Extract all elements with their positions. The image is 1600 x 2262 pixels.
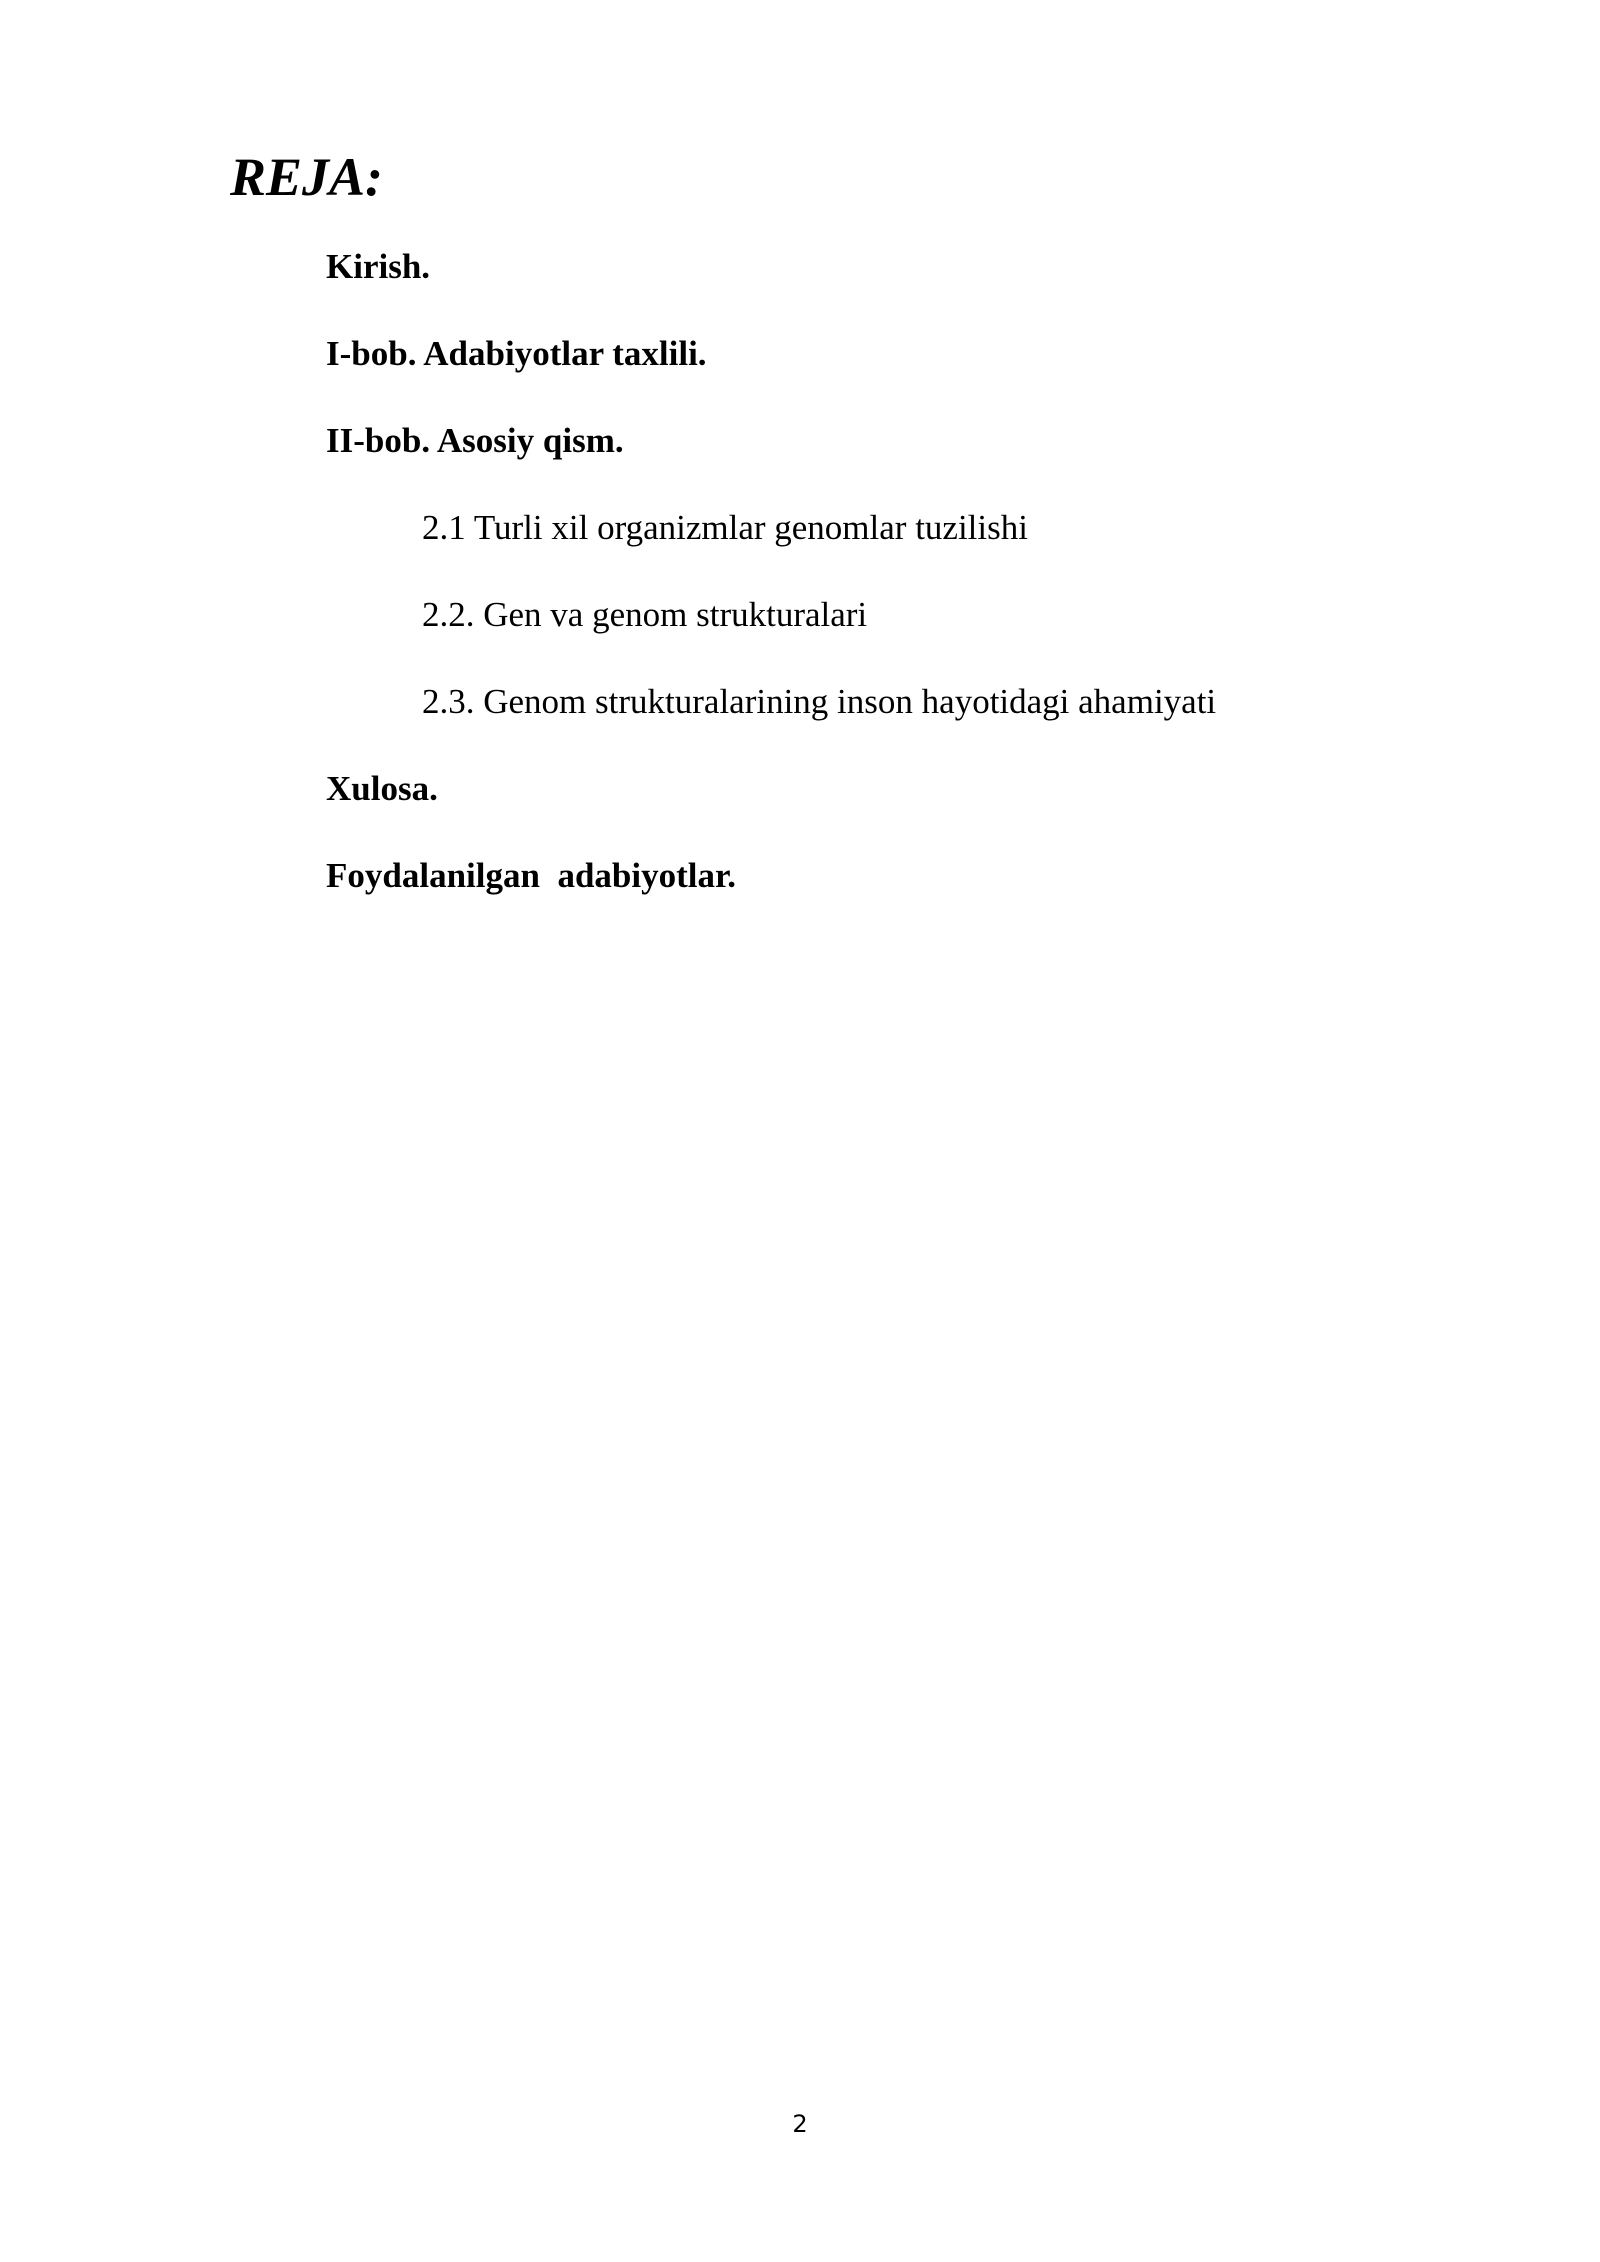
toc-item-section-2-1: 2.1 Turli xil organizmlar genomlar tuzilishi <box>422 508 1028 547</box>
toc-item-section-2-2: 2.2. Gen va genom strukturalari <box>422 595 868 634</box>
toc-item-introduction: Kirish. <box>326 247 431 286</box>
toc-item-conclusion: Xulosa. <box>326 769 438 808</box>
toc-item-chapter-1: I-bob. Adabiyotlar taxlili. <box>326 334 707 373</box>
page-number: 2 <box>792 2110 808 2138</box>
toc-item-chapter-2: II-bob. Asosiy qism. <box>326 421 624 460</box>
toc-item-references: Foydalanilgan adabiyotlar. <box>326 856 737 895</box>
toc-item-section-2-3: 2.3. Genom strukturalarining inson hayotidagi ahamiyati <box>422 682 1217 721</box>
plan-heading: REJA: <box>230 147 384 207</box>
